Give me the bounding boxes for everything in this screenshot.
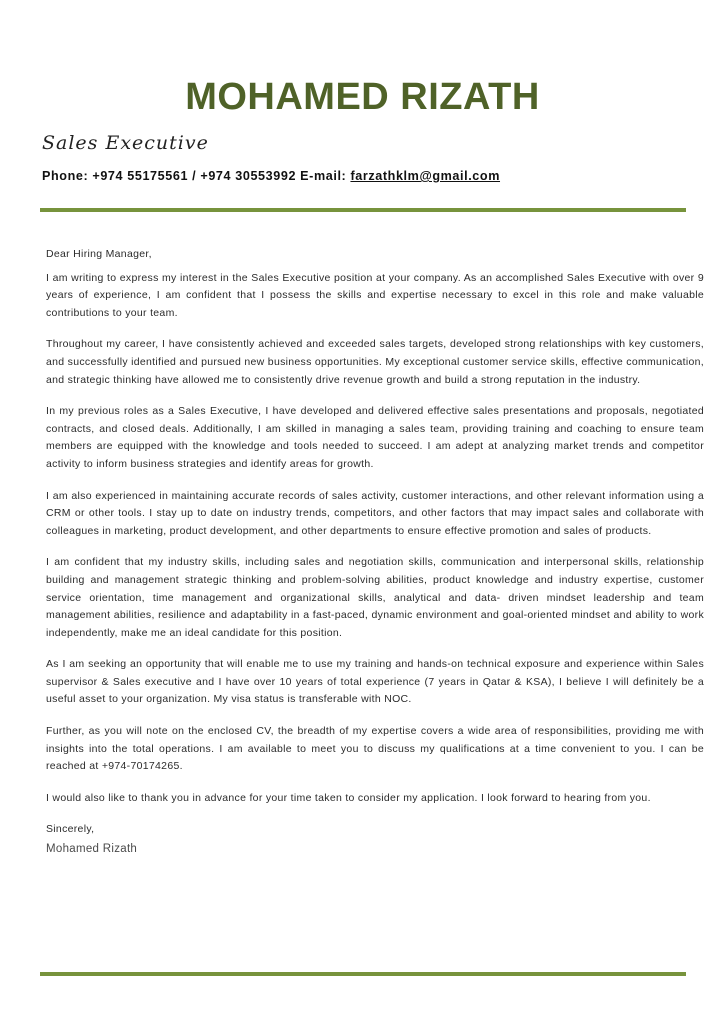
job-title: Sales Executive [42, 132, 209, 154]
salutation: Dear Hiring Manager, [46, 248, 152, 260]
paragraph-intro: I am writing to express my interest in the Sales Executive position at your company. As an accomplished Sales Executive with over 9 years of experience, I am confident that I possess the skills and expertise necessary to excel in this role and make valuable contributions to your team. [46, 271, 704, 319]
paragraph-records: I am also experienced in maintaining accurate records of sales activity, customer interactions, and other relevant information using a CRM or other tools. I stay up to date on industry trends, competitors, and other factors that may impact sales and collaborate with colleagues in marketing, product development, and other departments to ensure effective promotion and sales of products. [46, 489, 704, 537]
paragraph-previous-roles: In my previous roles as a Sales Executive, I have developed and delivered effective sales presentations and proposals, negotiated contracts, and closed deals. Additionally, I am skilled in managing a sales team, providing training and coaching to ensure team members are equipped with the knowledge and tools needed to succeed. I am adept at analyzing market trends and competitor activity to inform business strategies and identify areas for growth. [46, 405, 704, 470]
paragraph-skills: I am confident that my industry skills, including sales and negotiation skills, communication and interpersonal skills, relationship building and management strategic thinking and problem-solving abilities, product knowledge and industry expertise, customer service orientation, time management and organizational skills, analytical and data- driven mindset leadership and team management abilities, resilience and adaptability in a fast-paced, dynamic environment and goal-oriented mindset and ability to work independently, make me an ideal candidate for this position. [46, 556, 704, 639]
paragraph-career: Throughout my career, I have consistently achieved and exceeded sales targets, developed strong relationships with key customers, and successfully identified and pursued new business opportunities. My exceptional customer service skills, effective communication, and strategic thinking have allowed me to consistently drive revenue growth and build a strong reputation in the industry. [46, 338, 704, 386]
closing: Sincerely, [46, 823, 95, 836]
paragraph-opportunity: As I am seeking an opportunity that will enable me to use my training and hands-on technical exposure and experience within Sales supervisor & Sales executive and I have over 10 years of total experience (7 years in Qatar & KSA), I believe I will definitely be a useful asset to your organization. My visa status is transferable with NOC. [46, 658, 704, 706]
paragraph-cv: Further, as you will note on the enclosed CV, the breadth of my expertise covers a wide area of responsibilities, providing me with insights into the total operations. I am available to meet you to discuss my qualifications at a time convenient to you. I can be reached at +974-70174265. [46, 725, 704, 773]
signature: Mohamed Rizath [46, 843, 138, 856]
paragraph-thanks: I would also like to thank you in advance for your time taken to consider my application. I look forward to hearing from you. [46, 791, 651, 804]
contact-line [42, 169, 702, 183]
top-divider [40, 208, 686, 212]
email-link[interactable]: farzathklm@gmail.com [350, 169, 501, 183]
applicant-name: MOHAMED RIZATH [185, 76, 540, 118]
letter-body [46, 246, 704, 873]
phone-numbers: Phone: +974 55175561 / +974 30553992 E-mail: [42, 169, 351, 183]
bottom-divider [40, 972, 686, 976]
